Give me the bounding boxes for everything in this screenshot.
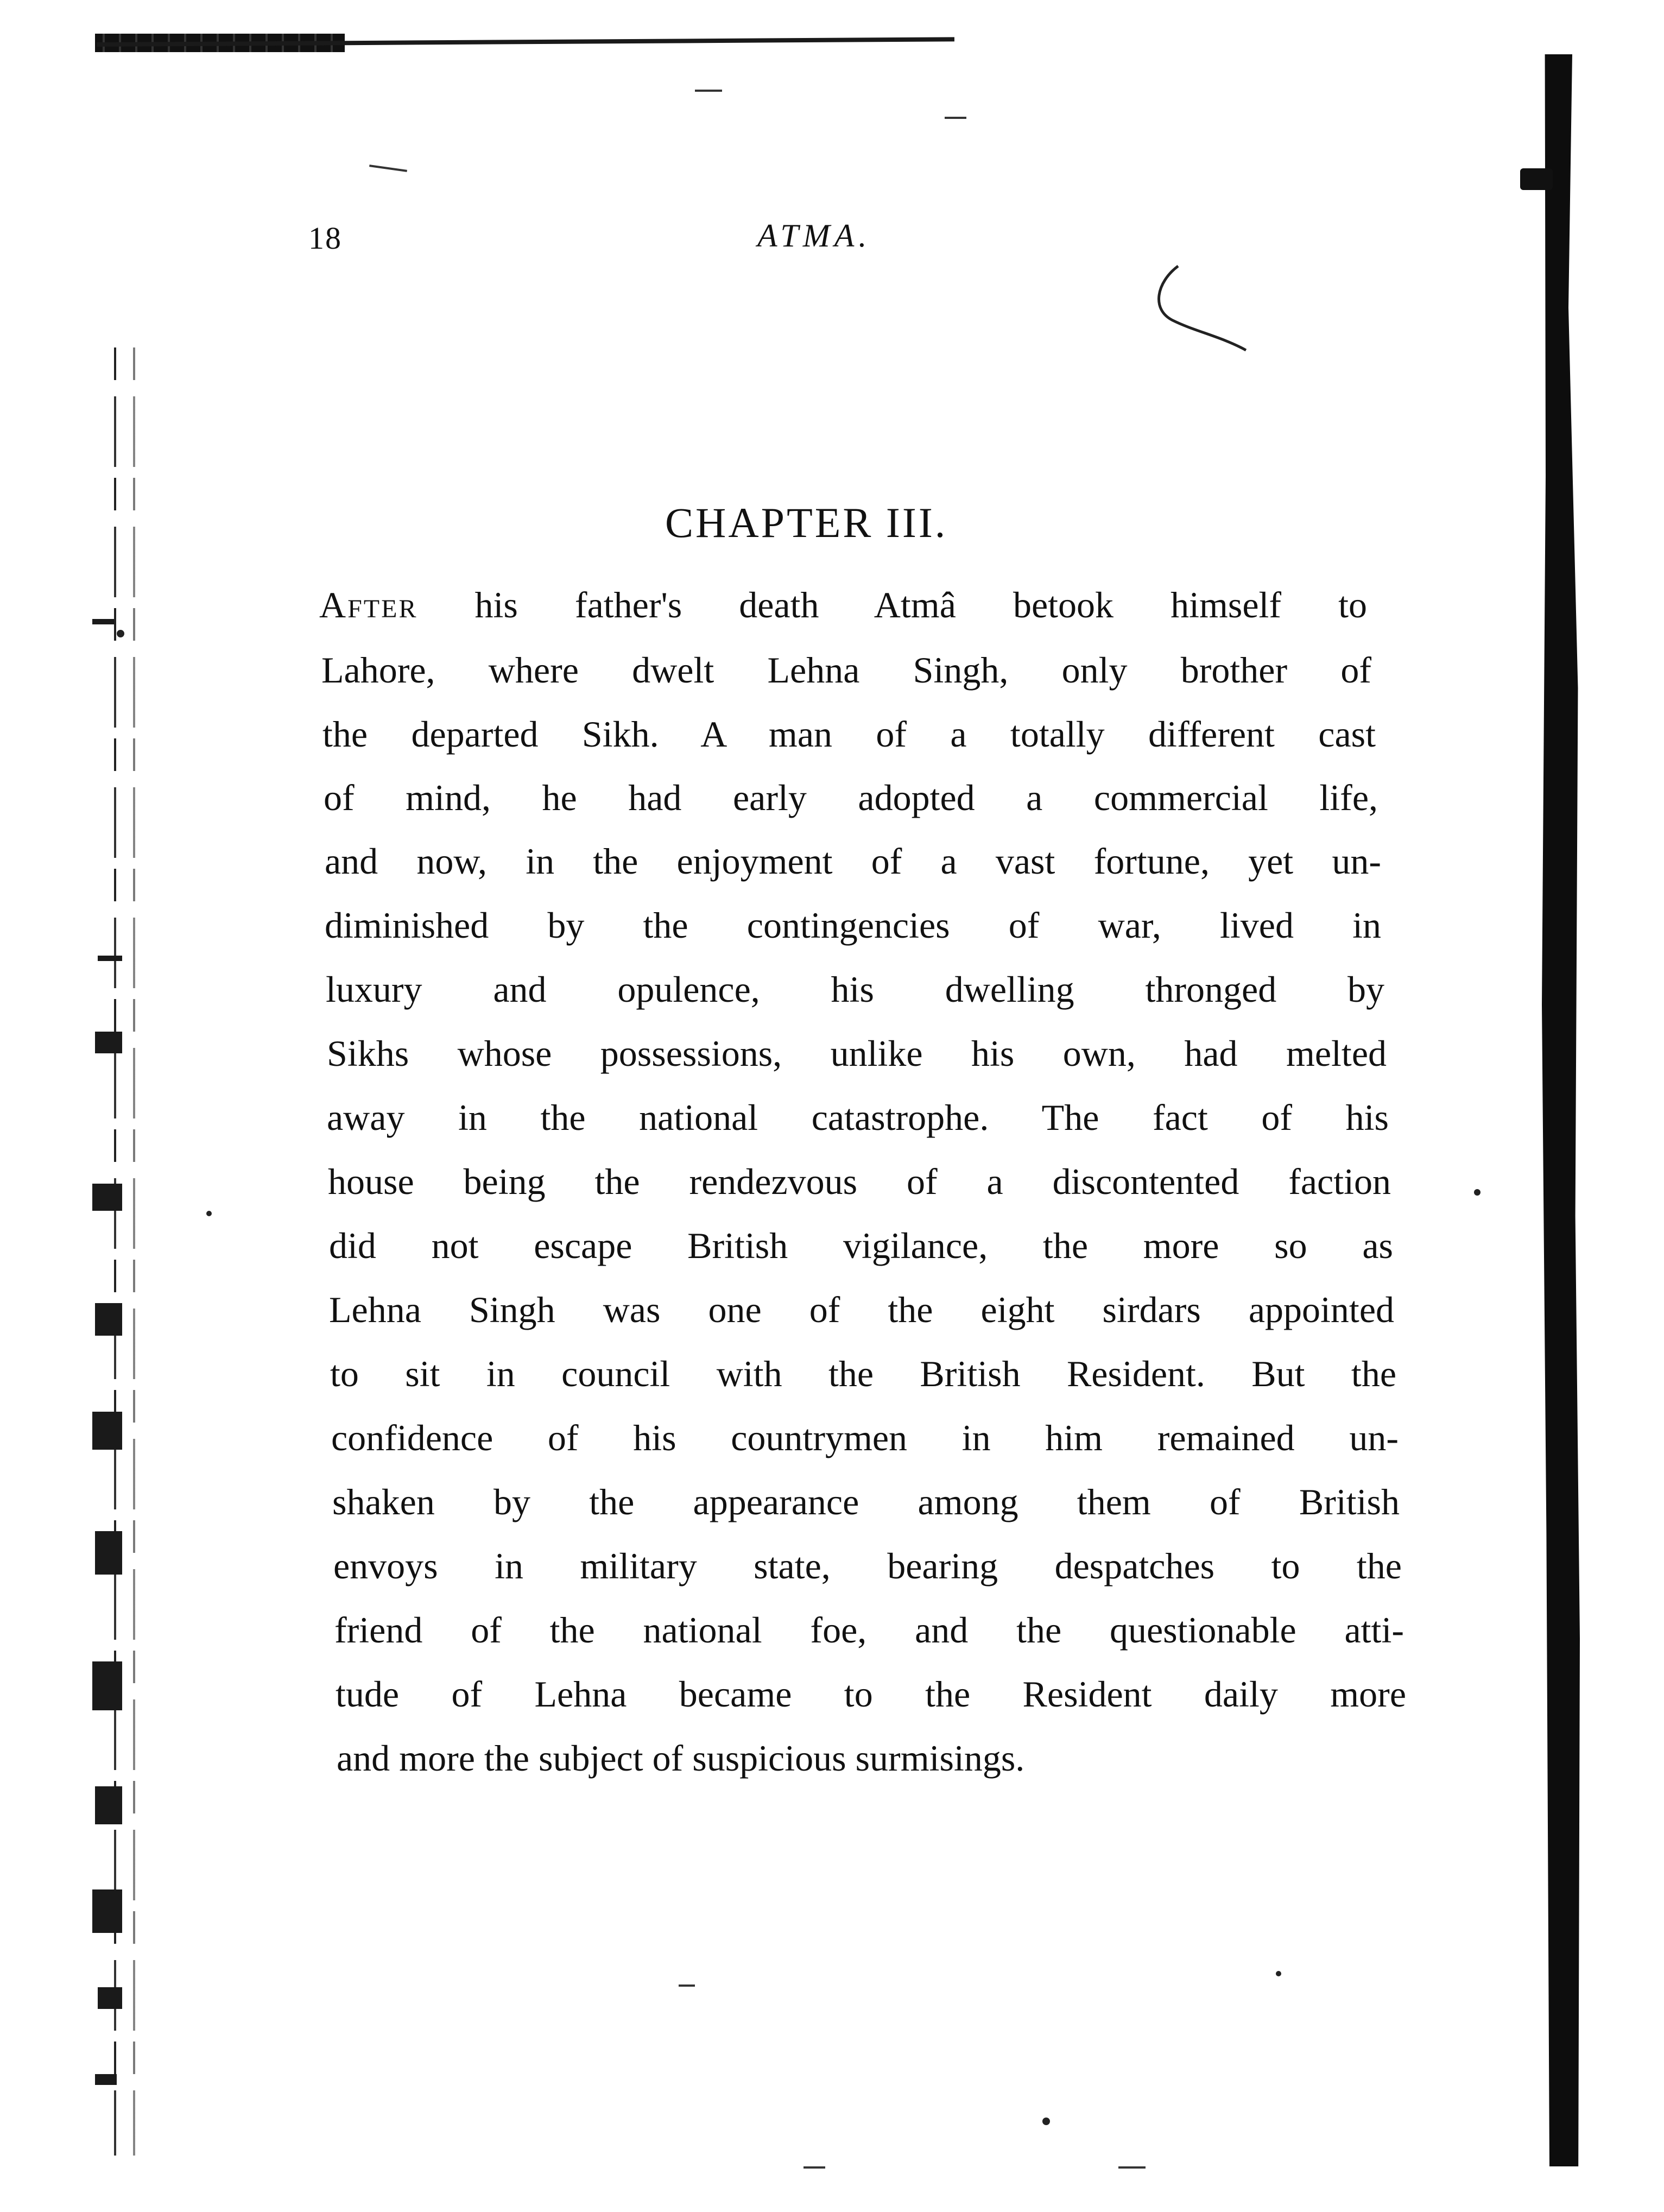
page-number: 18 <box>308 220 342 256</box>
ruler-tick <box>92 1661 122 1710</box>
text-line: Sikhs whose possessions, unlike his own, had melted <box>327 1033 1387 1074</box>
ruler-tick <box>92 1412 122 1450</box>
text-line: and now, in the enjoyment of a vast fortune, yet un- <box>325 840 1381 882</box>
ruler-tick <box>95 2074 117 2085</box>
text-line-rest: his father's death Atmâ betook himself to <box>417 584 1367 625</box>
text-line: away in the national catastrophe. The fact of his <box>327 1097 1389 1138</box>
ruler-tick <box>95 1786 122 1824</box>
ruler-tick <box>98 956 122 961</box>
text-line <box>319 586 1367 623</box>
scan-dash <box>945 117 966 119</box>
text-line: friend of the national foe, and the questionable atti- <box>334 1609 1404 1651</box>
ruler-tick <box>92 619 114 624</box>
scan-dash <box>679 1985 695 1987</box>
text-line: confidence of his countrymen in him remained un- <box>331 1417 1399 1458</box>
speck <box>117 630 124 637</box>
ruler-line <box>133 347 135 2156</box>
book-spine-shadow <box>1542 54 1580 2166</box>
left-margin-ruler <box>81 347 147 2156</box>
spine-mark <box>1520 168 1553 190</box>
speck <box>1042 2118 1050 2125</box>
speck <box>206 1211 212 1216</box>
ruler-tick <box>92 1184 122 1211</box>
ruler-tick <box>95 1531 122 1575</box>
drop-word: After <box>319 584 418 625</box>
ruler-line <box>114 347 116 2156</box>
text-line: tude of Lehna became to the Resident daily more <box>336 1673 1406 1715</box>
text-line: to sit in council with the British Resident. But the <box>330 1353 1396 1394</box>
text-line: the departed Sikh. A man of a totally different cast <box>322 713 1376 755</box>
ruler-tick <box>95 1303 122 1336</box>
text-line: house being the rendezvous of a discontented faction <box>328 1161 1391 1202</box>
text-line: luxury and opulence, his dwelling thronged by <box>326 969 1384 1010</box>
pen-mark <box>1146 261 1249 353</box>
ruler-tick <box>98 1987 122 2009</box>
text-line: Lahore, where dwelt Lehna Singh, only brother of <box>321 649 1371 691</box>
text-line: and more the subject of suspicious surmisings. <box>337 1737 1025 1779</box>
speck <box>1276 1971 1281 1976</box>
ruler-tick <box>92 1889 122 1933</box>
text-line: shaken by the appearance among them of British <box>332 1481 1400 1522</box>
scan-dash <box>803 2166 825 2169</box>
ruler-tick <box>95 1032 122 1053</box>
text-line: of mind, he had early adopted a commercial life, <box>324 777 1378 818</box>
chapter-heading: CHAPTER III. <box>665 499 948 546</box>
speck <box>1474 1189 1480 1196</box>
scan-dash <box>369 165 407 172</box>
text-line: diminished by the contingencies of war, lived in <box>325 905 1381 946</box>
scan-dash <box>695 90 722 92</box>
text-line: did not escape British vigilance, the more so as <box>329 1225 1393 1266</box>
text-line: Lehna Singh was one of the eight sirdars appointed <box>329 1289 1394 1330</box>
scan-dash <box>1118 2166 1146 2169</box>
running-head: ATMA. <box>757 218 871 254</box>
text-line: envoys in military state, bearing despatches to the <box>333 1545 1402 1587</box>
